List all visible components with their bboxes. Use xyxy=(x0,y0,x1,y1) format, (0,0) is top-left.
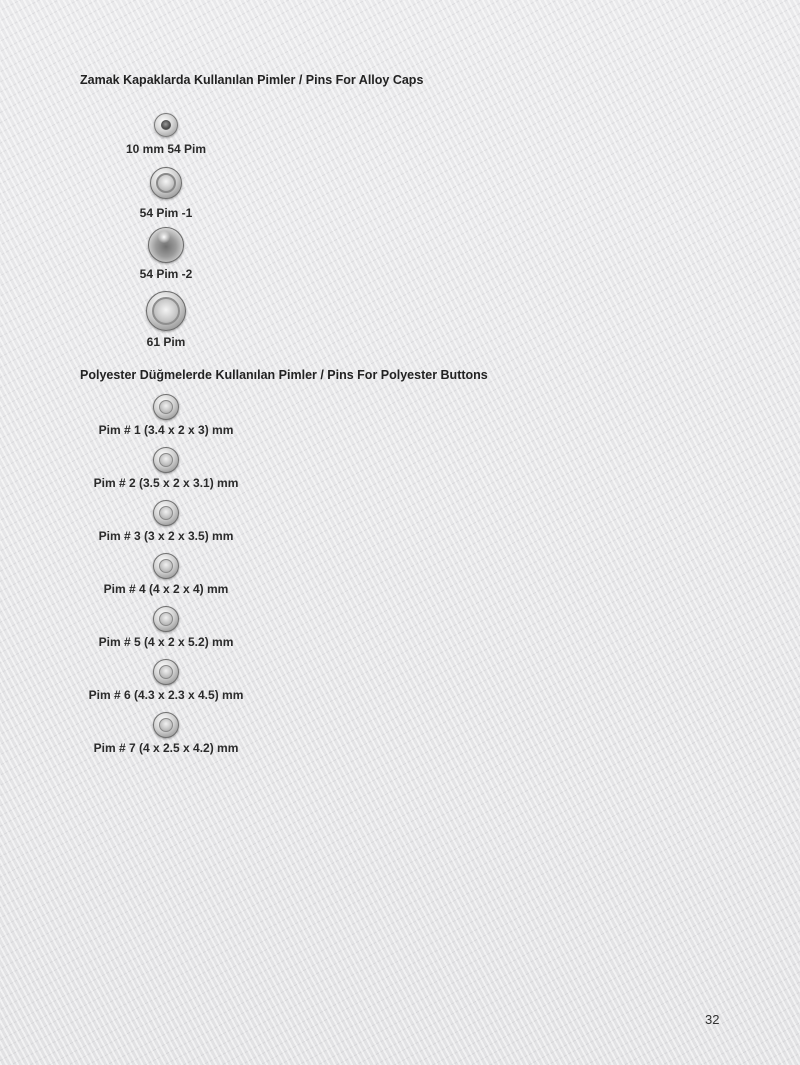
pin-label: Pim # 1 (3.4 x 2 x 3) mm xyxy=(98,423,234,437)
pin-label: Pim # 6 (4.3 x 2.3 x 4.5) mm xyxy=(88,688,244,702)
section-heading-alloy-caps: Zamak Kapaklarda Kullanılan Pimler / Pins For Alloy Caps xyxy=(80,73,424,87)
pin-label: Pim # 7 (4 x 2.5 x 4.2) mm xyxy=(93,741,239,755)
pin-label: 54 Pim -1 xyxy=(139,206,193,220)
polyester-pin-item xyxy=(76,394,256,437)
alloy-pin-item xyxy=(76,227,256,281)
alloy-pin-item xyxy=(76,167,256,220)
polyester-pin-item xyxy=(76,553,256,596)
pin-label: Pim # 5 (4 x 2 x 5.2) mm xyxy=(98,635,234,649)
polyester-pin-item xyxy=(76,712,256,755)
pin-icon xyxy=(153,553,179,579)
small-pin-icon xyxy=(154,113,178,137)
pin-label: 54 Pim -2 xyxy=(139,267,193,281)
pin-label: Pim # 2 (3.5 x 2 x 3.1) mm xyxy=(93,476,239,490)
pin-label: 61 Pim xyxy=(146,335,186,349)
polyester-pin-item xyxy=(76,500,256,543)
polyester-pin-item xyxy=(76,659,256,702)
large-ring-pin-icon xyxy=(146,291,186,331)
alloy-pin-item xyxy=(76,291,256,349)
alloy-pin-item xyxy=(76,113,256,156)
pin-label: Pim # 3 (3 x 2 x 3.5) mm xyxy=(98,529,234,543)
polyester-pin-item xyxy=(76,447,256,490)
page-number: 32 xyxy=(705,1012,720,1027)
pin-label: 10 mm 54 Pim xyxy=(125,142,207,156)
ring-pin-icon xyxy=(150,167,182,199)
pin-label: Pim # 4 (4 x 2 x 4) mm xyxy=(103,582,229,596)
pin-icon xyxy=(153,500,179,526)
pin-icon xyxy=(153,447,179,473)
pin-icon xyxy=(153,712,179,738)
dome-pin-icon xyxy=(148,227,184,263)
section-heading-polyester-buttons: Polyester Düğmelerde Kullanılan Pimler / Pins For Polyester Buttons xyxy=(80,368,488,382)
pin-icon xyxy=(153,659,179,685)
pin-icon xyxy=(153,606,179,632)
polyester-pin-item xyxy=(76,606,256,649)
pin-icon xyxy=(153,394,179,420)
